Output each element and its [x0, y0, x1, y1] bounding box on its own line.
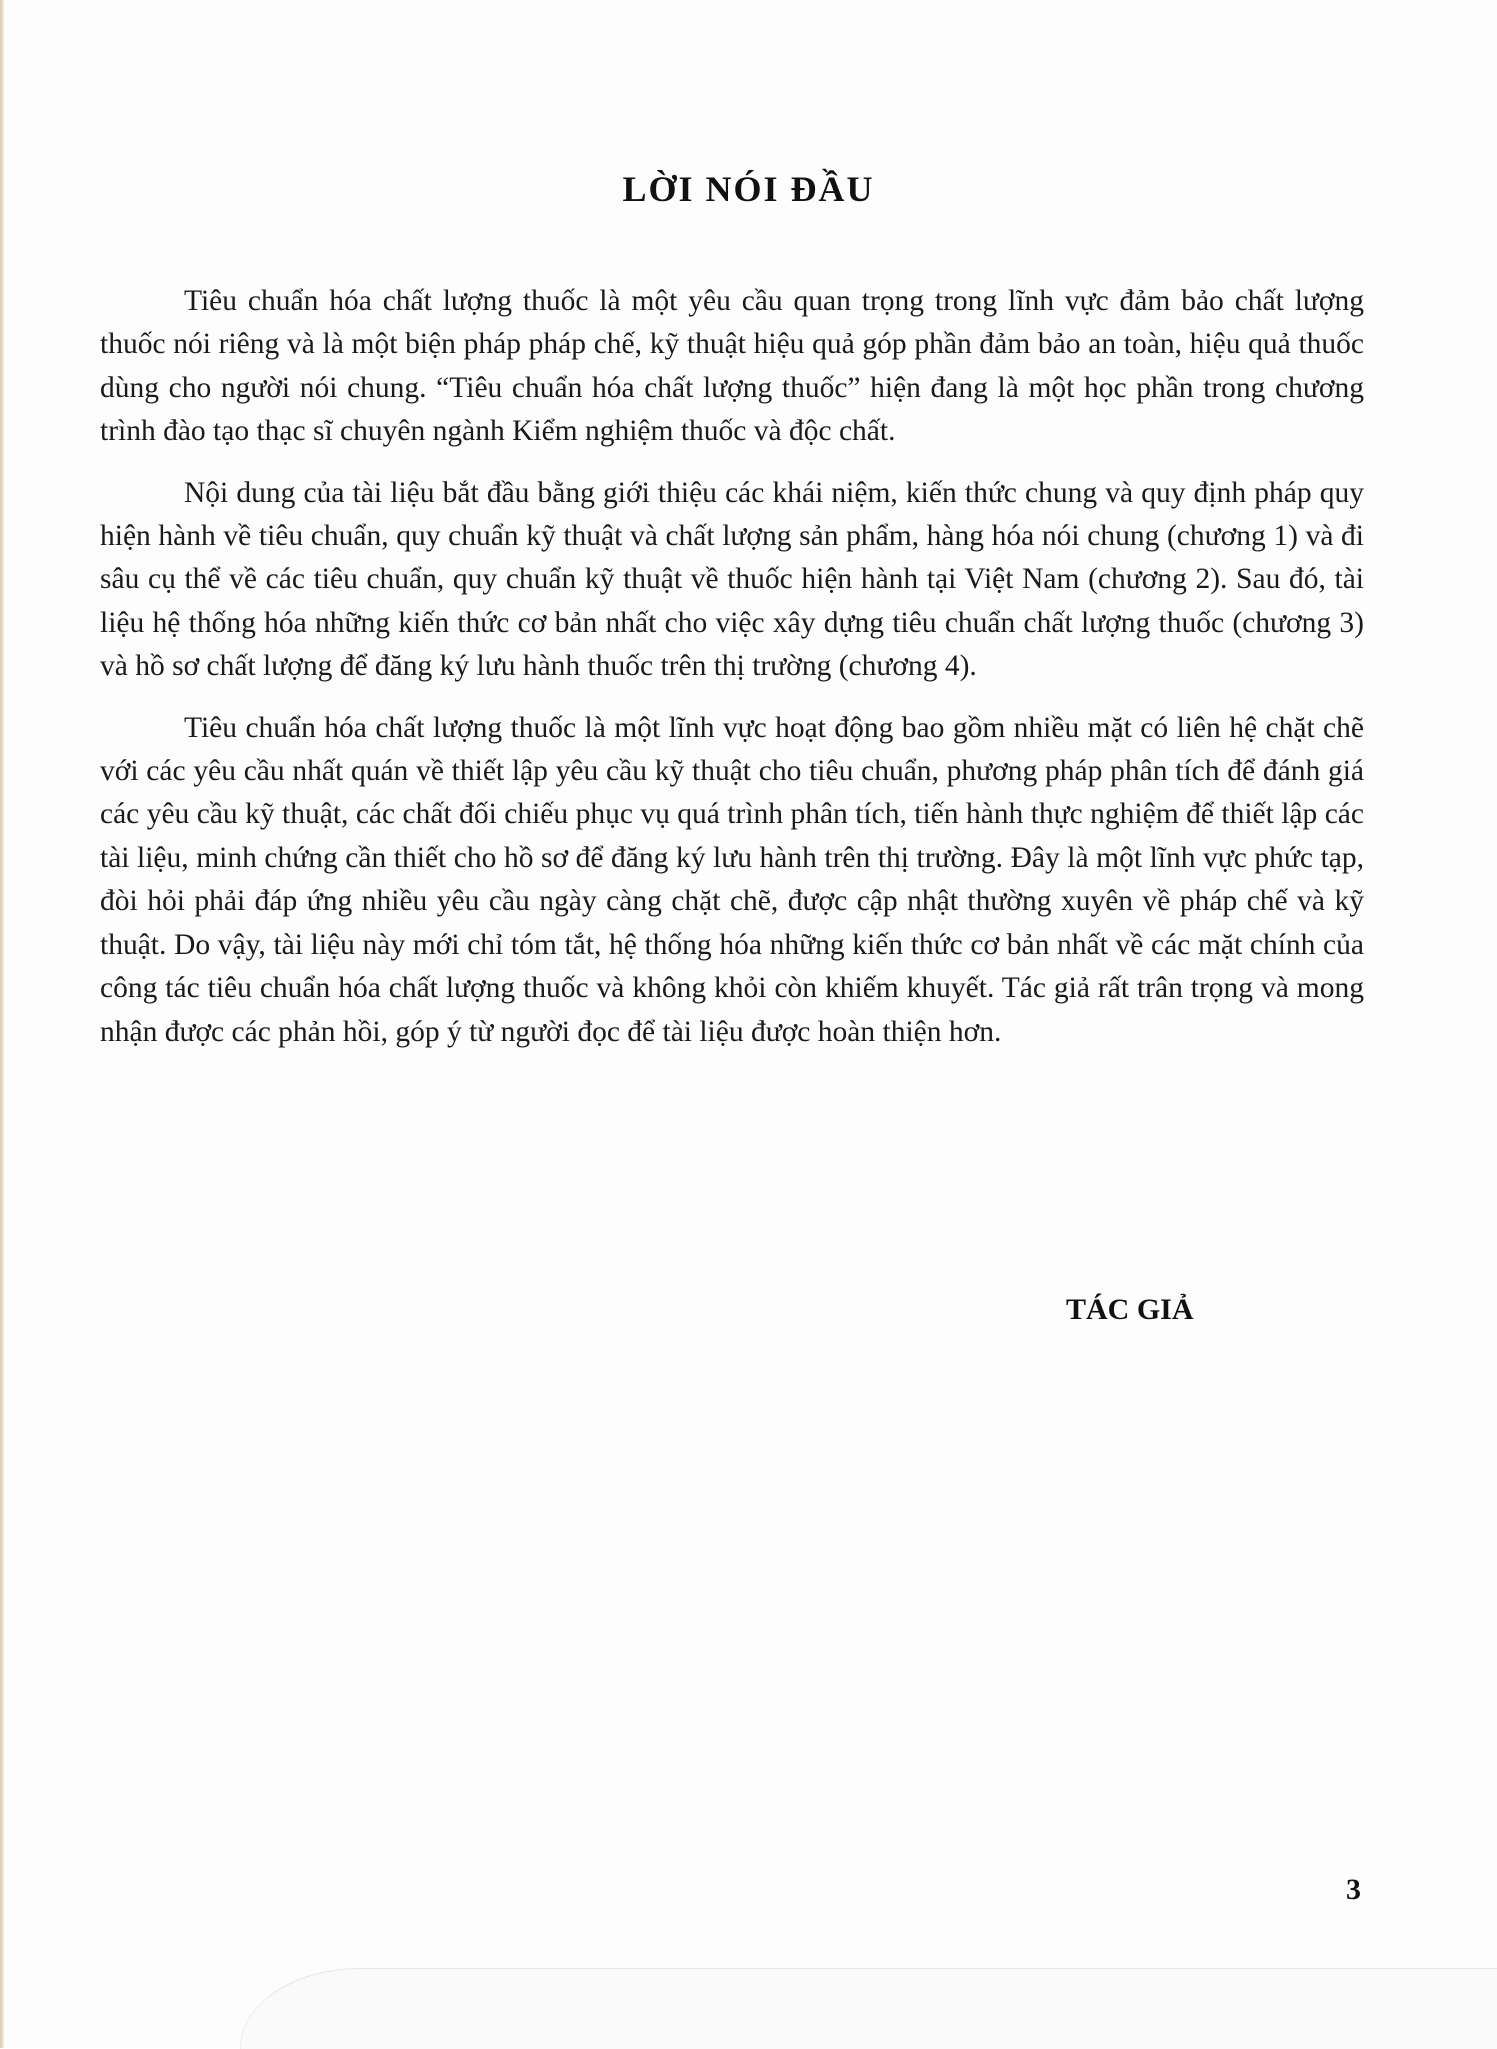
- page-curl-shadow: [240, 1968, 1497, 2049]
- page-binding-edge: [0, 0, 4, 2048]
- page-number: 3: [1346, 1873, 1361, 1906]
- paragraph-1: Tiêu chuẩn hóa chất lượng thuốc là một yêu cầu quan trọng trong lĩnh vực đảm bảo chất lượng thuốc nói riêng và là một biện pháp pháp chế, kỹ thuật hiệu quả góp phần đảm bảo an toàn, hiệu quả thuốc dùng cho người nói chung. “Tiêu chuẩn hóa chất lượng thuốc” hiện đang là một học phần trong chương trình đào tạo thạc sĩ chuyên ngành Kiểm nghiệm thuốc và độc chất.: [100, 285, 1364, 448]
- page-title: LỜI NÓI ĐẦU: [622, 169, 875, 209]
- paragraph-2: Nội dung của tài liệu bắt đầu bằng giới thiệu các khái niệm, kiến thức chung và quy định pháp quy hiện hành về tiêu chuẩn, quy chuẩn kỹ thuật và chất lượng sản phẩm, hàng hóa nói chung (chương 1) và đi sâu cụ thể về các tiêu chuẩn, quy chuẩn kỹ thuật về thuốc hiện hành tại Việt Nam (chương 2). Sau đó, tài liệu hệ thống hóa những kiến thức cơ bản nhất cho việc xây dựng tiêu chuẩn chất lượng thuốc (chương 3) và hồ sơ chất lượng để đăng ký lưu hành thuốc trên thị trường (chương 4).: [100, 476, 1364, 683]
- author-signature: TÁC GIẢ: [1066, 1293, 1194, 1326]
- preface-body: [100, 280, 1364, 1072]
- paragraph-3: Tiêu chuẩn hóa chất lượng thuốc là một lĩnh vực hoạt động bao gồm nhiều mặt có liên hệ chặt chẽ với các yêu cầu nhất quán về thiết lập yêu cầu kỹ thuật cho tiêu chuẩn, phương pháp phân tích để đánh giá các yêu cầu kỹ thuật, các chất đối chiếu phục vụ quá trình phân tích, tiến hành thực nghiệm để thiết lập các tài liệu, minh chứng cần thiết cho hồ sơ để đăng ký lưu hành trên thị trường. Đây là một lĩnh vực phức tạp, đòi hỏi phải đáp ứng nhiều yêu cầu ngày càng chặt chẽ, được cập nhật thường xuyên về pháp chế và kỹ thuật. Do vậy, tài liệu này mới chỉ tóm tắt, hệ thống hóa những kiến thức cơ bản nhất về các mặt chính của công tác tiêu chuẩn hóa chất lượng thuốc và không khỏi còn khiếm khuyết. Tác giả rất trân trọng và mong nhận được các phản hồi, góp ý từ người đọc để tài liệu được hoàn thiện hơn.: [100, 711, 1364, 1048]
